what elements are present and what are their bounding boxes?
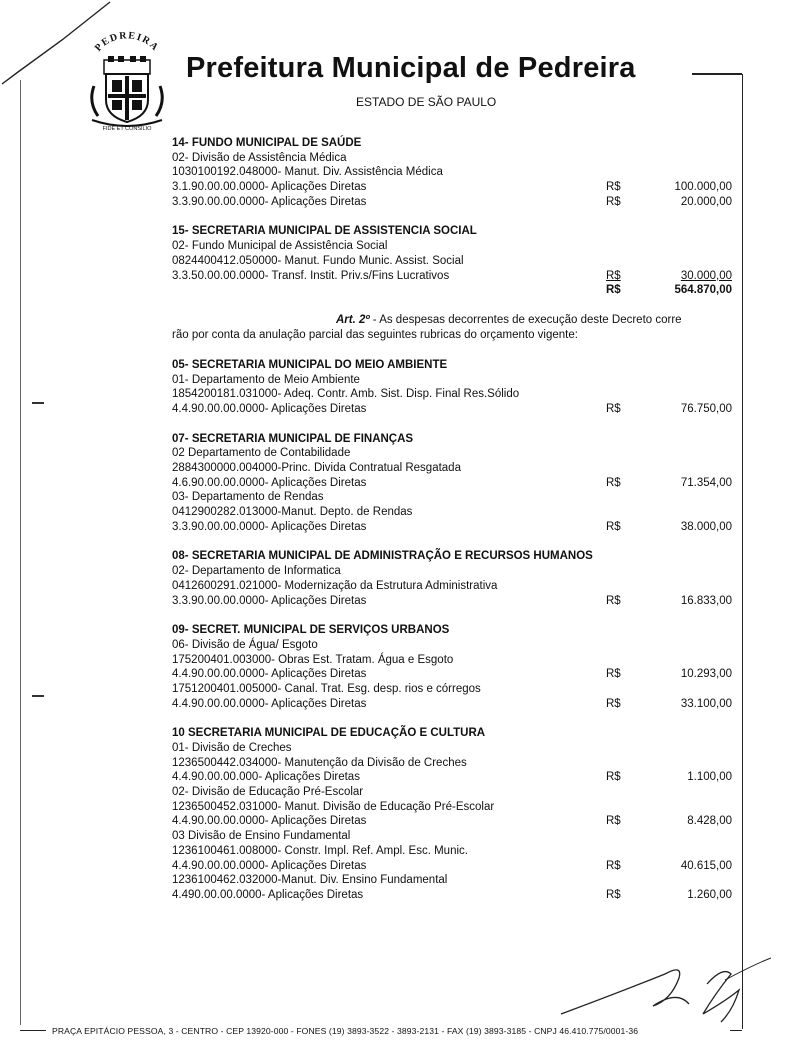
line-item: 4.6.90.00.00.0000- Aplicações Diretas R$ 71.354,00 <box>172 476 732 489</box>
article-text: - As despesas decorrentes de execução deste Decreto corre <box>369 313 682 326</box>
currency-label: R$ <box>606 859 621 872</box>
currency-label: R$ <box>606 815 621 828</box>
budget-content <box>172 136 732 903</box>
page-border-right <box>742 74 743 1029</box>
line-item: 1236500452.031000- Manut. Divisão de Educação Pré-Escolar <box>172 800 495 813</box>
currency-label: R$ <box>606 402 621 415</box>
section-heading: 14- FUNDO MUNICIPAL DE SAÚDE <box>172 137 362 149</box>
currency-label: R$ <box>606 697 621 710</box>
section-heading: 10 SECRETARIA MUNICIPAL DE EDUCAÇÃO E CULTURA <box>172 727 486 740</box>
organization-title: Prefeitura Municipal de Pedreira <box>186 52 636 84</box>
currency-label: R$ <box>606 181 621 194</box>
amount-value: 33.100,00 <box>680 697 732 710</box>
line-item: 1236100462.032000-Manut. Div. Ensino Fundamental <box>172 874 448 887</box>
organization-subtitle: ESTADO DE SÃO PAULO <box>356 95 497 109</box>
coat-of-arms-icon <box>82 30 172 134</box>
amount-value: 71.354,00 <box>680 476 732 489</box>
amount-value: 76.750,00 <box>680 402 732 415</box>
line-item: 4.490.00.00.0000- Aplicações Diretas R$ 1.260,00 <box>172 888 732 901</box>
amount-value: 100.000,00 <box>674 181 732 194</box>
svg-text:FIDE ET CONSILIO: FIDE ET CONSILIO <box>102 126 152 132</box>
amount-value: 40.615,00 <box>680 859 732 872</box>
section-heading: 05- SECRETARIA MUNICIPAL DO MEIO AMBIENTE <box>172 358 448 371</box>
amount-value: 16.833,00 <box>680 594 732 607</box>
page-border-left <box>20 80 21 1025</box>
line-item: 06- Divisão de Água/ Esgoto <box>172 638 318 651</box>
line-item: 03 Divisão de Ensino Fundamental <box>172 830 351 843</box>
line-item: 02 Departamento de Contabilidade <box>172 447 351 460</box>
title-rule <box>692 73 742 75</box>
line-item: 1236100461.008000- Constr. Impl. Ref. Ampl. Esc. Munic. <box>172 844 468 857</box>
line-item: 175200401.003000- Obras Est. Tratam. Água e Esgoto <box>172 653 454 666</box>
article-paragraph-line-1 <box>172 313 732 328</box>
total-row <box>172 283 732 298</box>
margin-mark <box>32 695 44 697</box>
line-item: 3.3.50.00.00.0000- Transf. Instit. Priv.s/Fins Lucrativos R$ 30.000,00 <box>172 269 732 282</box>
section-heading: 15- SECRETARIA MUNICIPAL DE ASSISTENCIA SOCIAL <box>172 225 477 238</box>
amount-value: 8.428,00 <box>687 815 732 828</box>
line-item: 03- Departamento de Rendas <box>172 491 324 504</box>
currency-label: R$ <box>606 269 621 282</box>
total-amount: 564.870,00 <box>674 284 732 297</box>
amount-value: 1.100,00 <box>687 771 732 784</box>
line-item: 2884300000.004000-Princ. Divida Contratual Resgatada <box>172 462 461 474</box>
section-heading: 09- SECRET. MUNICIPAL DE SERVIÇOS URBANOS <box>172 624 450 637</box>
line-item: 3.3.90.00.00.0000- Aplicações Diretas R$ 16.833,00 <box>172 594 732 607</box>
line-item: 4.4.90.00.00.0000- Aplicações Diretas R$ 10.293,00 <box>172 668 732 681</box>
line-item: 1854200181.031000- Adeq. Contr. Amb. Sist. Disp. Final Res.Sólido <box>172 388 520 401</box>
line-item: 02- Fundo Municipal de Assistência Social <box>172 240 388 253</box>
line-item: 4.4.90.00.00.0000- Aplicações Diretas R$ 40.615,00 <box>172 859 732 872</box>
amount-value: 20.000,00 <box>680 195 732 208</box>
currency-label: R$ <box>606 476 621 489</box>
line-item: 4.4.90.00.00.0000- Aplicações Diretas R$ 76.750,00 <box>172 402 732 415</box>
line-item: 01- Divisão de Creches <box>172 742 292 754</box>
amount-value: 1.260,00 <box>687 888 732 901</box>
line-item: 3.3.90.00.00.0000- Aplicações Diretas R$ 20.000,00 <box>172 195 732 208</box>
line-item: 1236500442.034000- Manutenção da Divisão de Creches <box>172 756 467 769</box>
line-item: 02- Departamento de Informatica <box>172 565 341 578</box>
handwritten-signature <box>555 950 785 1030</box>
line-item: 4.4.90.00.00.0000- Aplicações Diretas R$ 8.428,00 <box>172 815 732 828</box>
line-item: 0824400412.050000- Manut. Fundo Munic. Assist. Social <box>172 254 464 267</box>
article-paragraph-line-2: rão por conta da anulação parcial das seguintes rubricas do orçamento vigente: <box>172 328 578 341</box>
page-border-bottom-left <box>20 1030 46 1031</box>
total-currency: R$ <box>606 284 621 297</box>
currency-label: R$ <box>606 195 621 208</box>
footer-address: PRAÇA EPITÁCIO PESSOA, 3 - CENTRO - CEP 13920-000 - FONES (19) 3893-3522 - 3893-2131 - FAX (19) 3893-3185 - CNPJ 46.410.775/0001-36 <box>52 1026 639 1036</box>
amount-value: 30.000,00 <box>680 269 732 282</box>
amount-value: 10.293,00 <box>680 668 732 681</box>
section-heading: 08- SECRETARIA MUNICIPAL DE ADMINISTRAÇÃO E RECURSOS HUMANOS <box>172 550 593 563</box>
currency-label: R$ <box>606 594 621 607</box>
svg-text:PEDREIRA: PEDREIRA <box>92 30 162 54</box>
article-label: Art. 2º <box>336 313 370 326</box>
section-heading: 07- SECRETARIA MUNICIPAL DE FINANÇAS <box>172 432 414 445</box>
line-item: 1751200401.005000- Canal. Trat. Esg. desp. rios e córregos <box>172 682 481 695</box>
line-item: 4.4.90.00.00.000- Aplicações Diretas R$ 1.100,00 <box>172 771 732 784</box>
line-item: 3.1.90.00.00.0000- Aplicações Diretas R$ 100.000,00 <box>172 181 732 194</box>
margin-mark <box>32 402 44 404</box>
line-item: 0412600291.021000- Modernização da Estrutura Administrativa <box>172 579 498 592</box>
line-item: 02- Divisão de Educação Pré-Escolar <box>172 786 364 799</box>
line-item: 4.4.90.00.00.0000- Aplicações Diretas R$ 33.100,00 <box>172 697 732 710</box>
currency-label: R$ <box>606 771 621 784</box>
line-item: 3.3.90.00.00.0000- Aplicações Diretas R$ 38.000,00 <box>172 520 732 533</box>
currency-label: R$ <box>606 668 621 681</box>
line-item: 01- Departamento de Meio Ambiente <box>172 373 360 386</box>
amount-value: 38.000,00 <box>680 520 732 533</box>
line-item: 02- Divisão de Assistência Médica <box>172 151 347 164</box>
currency-label: R$ <box>606 888 621 901</box>
line-item: 1030100192.048000- Manut. Div. Assistência Médica <box>172 166 443 179</box>
line-item: 0412900282.013000-Manut. Depto. de Rendas <box>172 506 413 519</box>
currency-label: R$ <box>606 520 621 533</box>
